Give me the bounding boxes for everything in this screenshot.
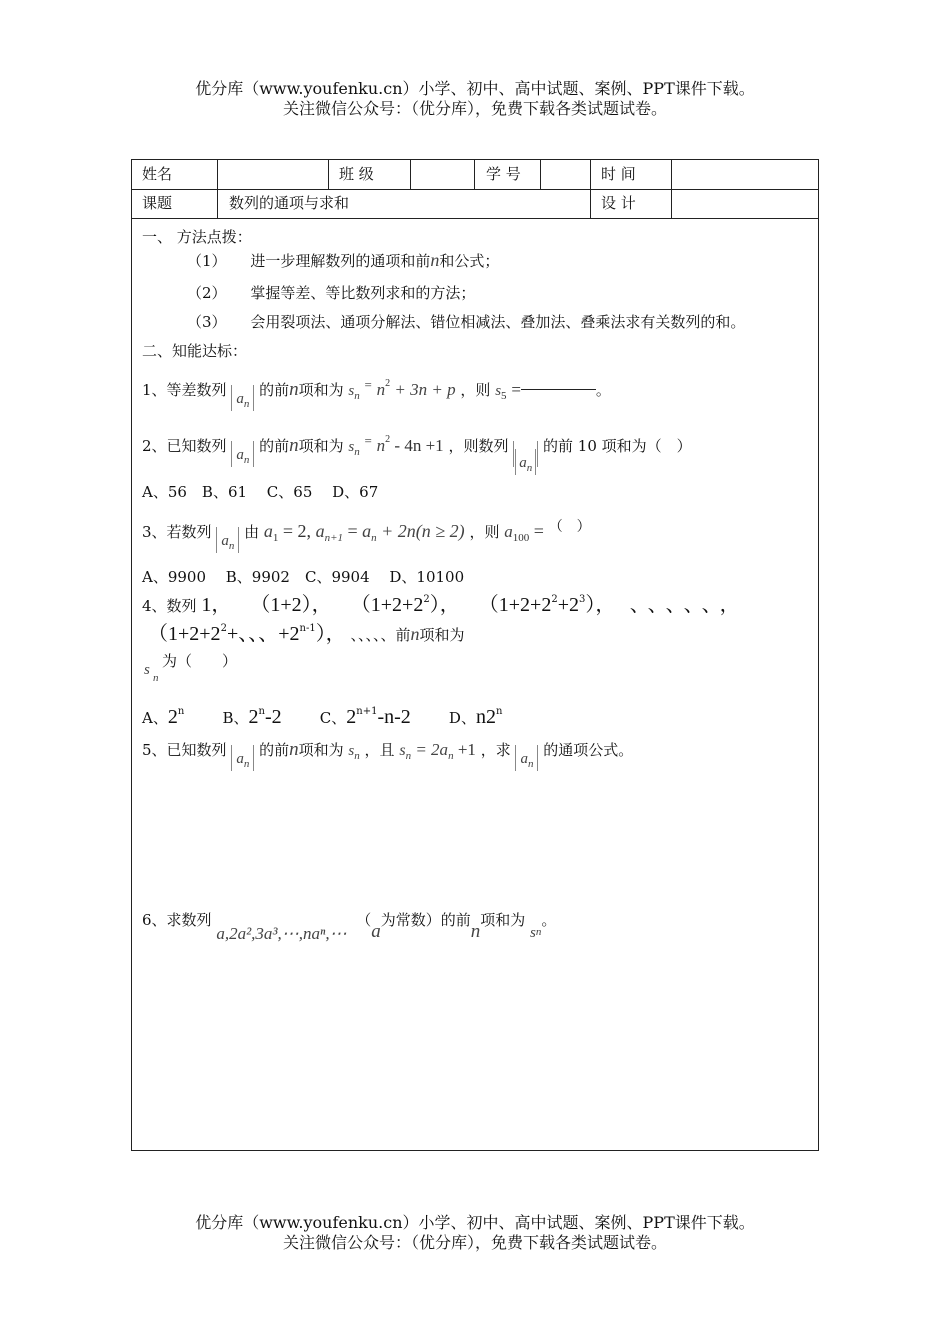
item-number: （1） [187, 252, 227, 270]
q-text: ，且 [364, 741, 395, 759]
var-s: s [348, 439, 355, 455]
answer-blank[interactable] [521, 389, 596, 390]
expr-sup: 2 [385, 434, 391, 445]
student-id-field[interactable] [543, 161, 588, 187]
q-text: 为常数）的前 [380, 911, 471, 929]
question-4-line-1 [142, 590, 804, 621]
q-text: 的前 [259, 437, 290, 455]
s-sub: n [153, 672, 159, 684]
q-label: 3、若数列 [142, 523, 212, 541]
item-text: 和公式； [439, 252, 500, 270]
s-sub: n [535, 926, 542, 938]
series-ellipsis: 、、、、、， [629, 594, 748, 616]
series-term: ）， [585, 594, 616, 616]
a100: a [504, 522, 513, 541]
exp: n-1 [299, 623, 316, 634]
question-5 [142, 735, 633, 771]
an1: a [315, 521, 325, 541]
seq-sub: n [526, 462, 533, 474]
q-text: ，则 [469, 523, 500, 541]
option-label: B、 [222, 709, 249, 727]
q-label: 5、已知数列 [142, 741, 227, 759]
q-label: 1、等差数列 [142, 381, 227, 399]
question-6 [142, 905, 556, 949]
expr: n [376, 380, 386, 399]
q-label: 4、数列 [142, 597, 197, 615]
divider [217, 160, 218, 218]
s-sub: n [405, 750, 412, 762]
cond: + 2n(n ≥ 2) [376, 521, 465, 541]
var-s: s [144, 662, 150, 678]
section-2-title: 二、知能达标： [142, 342, 248, 360]
q-text: 。 [595, 381, 611, 399]
q-label: 2、已知数列 [142, 437, 227, 455]
sequence-brace [515, 745, 538, 771]
seq-a: a [520, 751, 528, 767]
expr: n [376, 436, 386, 455]
item-text: 掌握等差、等比数列求和的方法； [250, 284, 476, 302]
abs-brace [513, 441, 538, 474]
option-value: -n-2 [377, 706, 411, 728]
q-text: 项和为 [298, 437, 344, 455]
item-text: 会用裂项法、通项分解法、错位相减法、叠加法、叠乘法求有关数列的和。 [250, 313, 746, 331]
seq-a: a [221, 533, 229, 549]
q-text: 。 [541, 911, 557, 929]
page-header [0, 79, 950, 119]
method-item-3 [187, 311, 745, 332]
series-term: （1+2）， [250, 594, 332, 616]
q-text: 项和为 [298, 741, 344, 759]
q-text: 的前 [259, 381, 290, 399]
series-term: ）， [315, 623, 346, 645]
q-text: ，则 [460, 381, 491, 399]
option-value: 2 [167, 706, 178, 728]
topic-value: 数列的通项与求和 [229, 194, 350, 212]
sequence-expr: a,2a²,3a³,⋯,naⁿ,⋯ [216, 924, 347, 943]
series-term: +、、、+2 [226, 623, 300, 645]
a1: a [263, 521, 273, 541]
expr: +1 [453, 740, 476, 759]
question-3-options: A、9900 B、9902 C、9904 D、10100 [142, 568, 465, 586]
option-value: -2 [264, 706, 282, 728]
series-term: +2 [557, 594, 579, 616]
exp: n+1 [356, 706, 378, 717]
question-3 [142, 512, 591, 553]
equals: = [364, 377, 372, 392]
question-2 [142, 426, 692, 474]
question-2-options: A、56 B、61 C、65 D、67 [142, 483, 379, 501]
name-label: 姓名 [142, 165, 173, 183]
page-footer [0, 1213, 950, 1253]
q-label: 6、求数列 [142, 911, 212, 929]
var-s: s [348, 383, 355, 399]
footer-line-1: 优分库（www.youfenku.cn）小学、初中、高中试题、案例、PPT课件下载。 [195, 1213, 755, 1232]
seq-a: a [236, 751, 244, 767]
seq-a: a [519, 455, 527, 471]
s-sub: n [354, 390, 360, 402]
q-text: 为（ ） [162, 652, 238, 670]
exp: n [177, 706, 185, 717]
exp: n [258, 706, 265, 717]
exp: n [495, 706, 503, 717]
q-text: 的通项公式。 [543, 741, 634, 759]
question-1 [142, 370, 611, 411]
sequence-brace [231, 441, 254, 467]
q-text: ，则数列 [448, 437, 509, 455]
divider [540, 160, 541, 189]
class-field[interactable] [413, 161, 472, 187]
q-text: 项和为 [298, 381, 344, 399]
q-text: （ [356, 911, 372, 929]
seq-sub: n [243, 454, 250, 466]
expr-sup: 2 [385, 378, 391, 389]
question-4-options [142, 706, 502, 729]
q-text: 由 [244, 523, 260, 541]
sequence-brace [231, 385, 254, 411]
item-number: （2） [187, 284, 227, 302]
var-n: n [289, 739, 299, 760]
series-term: （1+2+2 [350, 594, 424, 616]
student-id-label: 学 号 [486, 165, 521, 183]
var-n: n [289, 379, 299, 400]
time-field[interactable] [674, 161, 816, 187]
an1-sub: n+1 [324, 532, 343, 544]
name-field[interactable] [220, 161, 326, 187]
series-term: 1， [201, 594, 232, 616]
var-n: n [289, 435, 299, 456]
section-1-title: 一、 方法点拨： [142, 228, 252, 246]
method-item-1 [187, 250, 499, 271]
option-label: C、 [319, 709, 347, 727]
var-s: s [530, 925, 536, 941]
s-sub: n [354, 750, 360, 762]
q-text: 的前 [259, 741, 290, 759]
a100-sub: 100 [512, 532, 530, 544]
an: a [362, 521, 372, 541]
expr: + 3n + p [390, 380, 456, 399]
option-label: A、 [142, 709, 168, 727]
exp: 2 [220, 623, 227, 634]
series-term: ）， [429, 594, 460, 616]
q-text: 项和为 [480, 911, 526, 929]
var-a: a [371, 921, 381, 942]
answer-paren: （ ） [548, 519, 591, 535]
option-value: 2 [346, 706, 357, 728]
divider [410, 160, 411, 189]
var-s: s [348, 743, 355, 759]
var-s: s [495, 383, 502, 399]
expr-sub: n [448, 750, 454, 762]
exp: 3 [579, 594, 586, 605]
divider [671, 160, 672, 218]
header-line-1: 优分库（www.youfenku.cn）小学、初中、高中试题、案例、PPT课件下载。 [195, 79, 755, 98]
expr: = 2a [411, 740, 449, 759]
worksheet-table [131, 159, 819, 1151]
item-text: 进一步理解数列的通项和前 [250, 252, 431, 270]
design-label: 设 计 [601, 194, 636, 212]
var-n: n [410, 624, 420, 644]
topic-label: 课题 [142, 194, 173, 212]
seq-sub: n [228, 540, 235, 552]
cond: = 2, [278, 521, 316, 541]
sequence-brace [231, 745, 254, 771]
equals: = [511, 380, 521, 399]
expr: - 4n +1 [390, 436, 444, 455]
seq-a: a [236, 447, 244, 463]
var-n: n [430, 250, 440, 270]
q-text: 项和为 [419, 626, 465, 644]
option-value: n2 [475, 706, 496, 728]
series-term: （1+2+2 [478, 594, 552, 616]
question-4-line-2 [148, 620, 465, 649]
seq-sub: n [243, 398, 250, 410]
seq-a: a [236, 391, 244, 407]
s-sub: n [354, 446, 360, 458]
design-field[interactable] [674, 190, 816, 216]
s-sub: 5 [501, 390, 507, 402]
var-s: s [399, 742, 406, 759]
cond: = [343, 521, 363, 541]
option-label: D、 [448, 709, 476, 727]
sequence-brace [216, 527, 239, 553]
header-line-2: 关注微信公众号：（优分库），免费下载各类试题试卷。 [282, 99, 667, 118]
seq-sub: n [527, 758, 534, 770]
q-text: 、、、、、前 [350, 626, 411, 644]
exp: 2 [551, 594, 558, 605]
divider [328, 160, 329, 189]
an-sub: n [371, 532, 377, 544]
series-term: （1+2+2 [148, 623, 221, 645]
time-label: 时 间 [601, 165, 636, 183]
class-label: 班 级 [339, 165, 374, 183]
exp: 2 [423, 594, 430, 605]
equals: = [364, 433, 372, 448]
option-value: 2 [248, 706, 259, 728]
seq-sub: n [243, 758, 250, 770]
divider [474, 160, 475, 189]
method-item-2 [187, 282, 475, 303]
equals: = [529, 521, 544, 541]
footer-line-2: 关注微信公众号：（优分库），免费下载各类试题试卷。 [282, 1233, 667, 1252]
divider [590, 160, 591, 218]
q-text: ，求 [480, 741, 511, 759]
inner-brace [515, 449, 536, 475]
a1-sub: 1 [272, 532, 279, 544]
q-text: 的前 10 项和为（ ） [543, 437, 692, 455]
item-number: （3） [187, 313, 227, 331]
var-n: n [470, 921, 481, 942]
